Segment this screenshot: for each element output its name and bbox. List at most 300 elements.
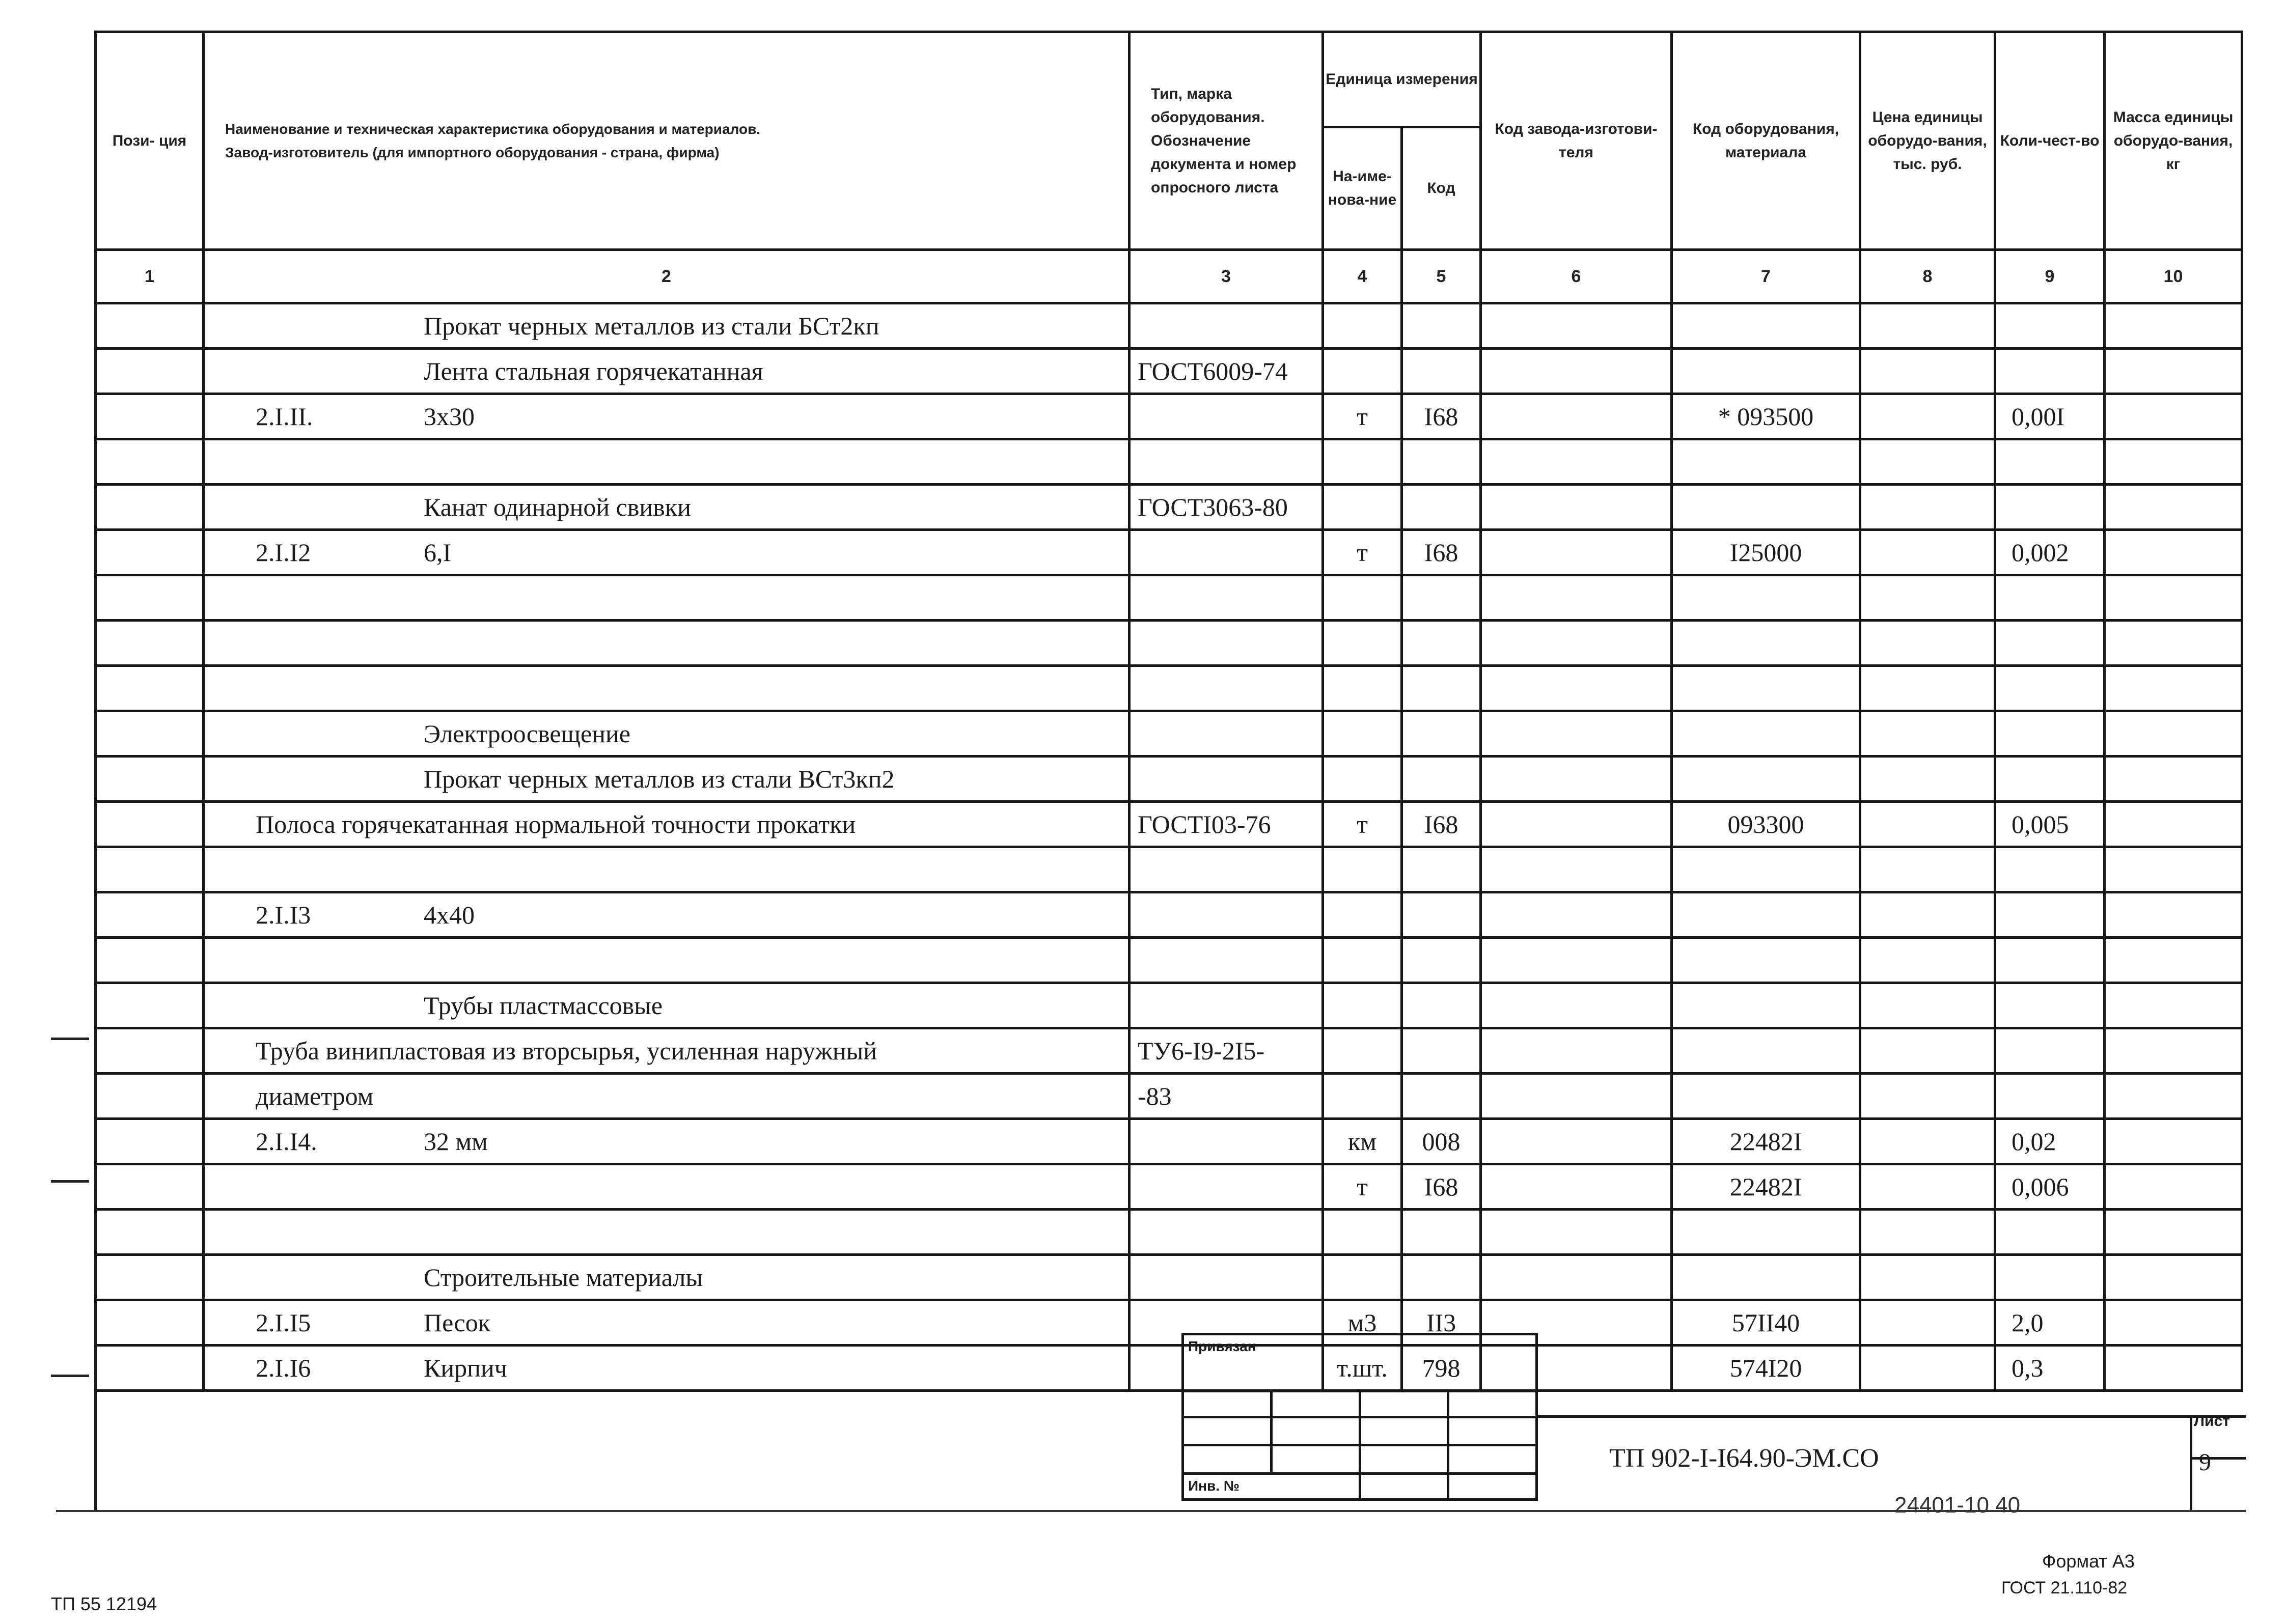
cell-doc [1130, 1119, 1323, 1164]
document-id: ТП 902-I-I64.90-ЭМ.СО [1609, 1444, 1879, 1473]
cell-unit-code: II3 [1402, 1300, 1481, 1346]
cell-material-code [1672, 621, 1860, 666]
cell-unit-code [1402, 485, 1481, 530]
cell-factory-code [1481, 1028, 1672, 1074]
cell-price [1860, 439, 1995, 485]
cell-unit-code: 008 [1402, 1119, 1481, 1164]
item-description: Полоса горячекатанная нормальной точности прокатки [256, 810, 856, 838]
cell-name [204, 394, 1130, 439]
cell-name [204, 485, 1130, 530]
cell-quantity: 0,005 [1995, 802, 2105, 847]
cell-factory-code [1481, 666, 1672, 711]
item-name: 3х30 [424, 402, 475, 431]
cell-price [1860, 802, 1995, 847]
cell-doc [1130, 394, 1323, 439]
table-row [96, 1255, 2242, 1300]
cell-mass [2105, 1210, 2242, 1255]
colnum-5: 5 [1402, 250, 1481, 303]
header-unit-name: На-име-нова-ние [1323, 127, 1402, 250]
cell-unit: т [1323, 530, 1402, 575]
cell-factory-code [1481, 394, 1672, 439]
cell-mass [2105, 439, 2242, 485]
item-name: Кирпич [424, 1354, 507, 1382]
cell-factory-code [1481, 485, 1672, 530]
cell-factory-code [1481, 303, 1672, 349]
table-row [96, 575, 2242, 621]
cell-quantity: 0,006 [1995, 1164, 2105, 1210]
cell-quantity [1995, 847, 2105, 892]
cell-mass [2105, 394, 2242, 439]
cell-name [204, 1074, 1130, 1119]
cell-price [1860, 1119, 1995, 1164]
cell-position [96, 1255, 204, 1300]
margin-tick [51, 1038, 89, 1040]
table-row [96, 892, 2242, 938]
cell-mass [2105, 847, 2242, 892]
cell-doc [1130, 847, 1323, 892]
cell-material-code: I25000 [1672, 530, 1860, 575]
cell-unit-code [1402, 847, 1481, 892]
item-position: 2.I.I3 [256, 901, 311, 929]
cell-price [1860, 847, 1995, 892]
cell-doc [1130, 983, 1323, 1028]
margin-tick [51, 1375, 89, 1377]
cell-doc [1130, 711, 1323, 757]
cell-mass [2105, 666, 2242, 711]
cell-factory-code [1481, 575, 1672, 621]
cell-factory-code [1481, 1074, 1672, 1119]
table-row [96, 303, 2242, 349]
cell-material-code: 093300 [1672, 802, 1860, 847]
table-row [96, 1346, 2242, 1391]
cell-mass [2105, 1074, 2242, 1119]
cell-unit [1323, 1210, 1402, 1255]
cell-price [1860, 938, 1995, 983]
cell-price [1860, 757, 1995, 802]
cell-unit [1323, 439, 1402, 485]
cell-quantity [1995, 711, 2105, 757]
cell-quantity [1995, 892, 2105, 938]
cell-unit [1323, 1074, 1402, 1119]
cell-name [204, 349, 1130, 394]
group-heading: Прокат черных металлов из стали ВСт3кп2 [424, 765, 895, 793]
colnum-9: 9 [1995, 250, 2105, 303]
cell-name [204, 1346, 1130, 1391]
cell-mass [2105, 1119, 2242, 1164]
cell-price [1860, 621, 1995, 666]
table-row [96, 666, 2242, 711]
item-description: Труба винипластовая из вторсырья, усиленная наружный [256, 1037, 877, 1065]
tp-footer: ТП 55 12194 [51, 1593, 157, 1614]
cell-quantity [1995, 621, 2105, 666]
cell-material-code [1672, 439, 1860, 485]
specification-table [94, 31, 2243, 1392]
cell-price [1860, 394, 1995, 439]
item-position: 2.I.I5 [256, 1308, 311, 1337]
cell-price [1860, 530, 1995, 575]
cell-price [1860, 1164, 1995, 1210]
header-factory-code: Код завода-изготови-теля [1481, 32, 1672, 250]
colnum-2: 2 [204, 250, 1130, 303]
cell-name [204, 530, 1130, 575]
cell-unit-code [1402, 757, 1481, 802]
cell-unit-code: I68 [1402, 530, 1481, 575]
cell-position [96, 666, 204, 711]
item-description: диаметром [256, 1082, 374, 1110]
cell-doc: -83 [1130, 1074, 1323, 1119]
cell-doc [1130, 1210, 1323, 1255]
cell-doc [1130, 621, 1323, 666]
cell-mass [2105, 349, 2242, 394]
cell-unit-code [1402, 349, 1481, 394]
header-equipment-code: Код оборудования, материала [1672, 32, 1860, 250]
cell-material-code [1672, 575, 1860, 621]
cell-factory-code [1481, 847, 1672, 892]
cell-factory-code [1481, 938, 1672, 983]
cell-mass [2105, 983, 2242, 1028]
cell-unit [1323, 621, 1402, 666]
cell-mass [2105, 485, 2242, 530]
cell-material-code: 22482I [1672, 1164, 1860, 1210]
item-name: Песок [424, 1308, 491, 1337]
cell-price [1860, 711, 1995, 757]
cell-factory-code [1481, 1210, 1672, 1255]
colnum-8: 8 [1860, 250, 1995, 303]
cell-doc [1130, 757, 1323, 802]
header-price: Цена единицы оборудо-вания, тыс. руб. [1860, 32, 1995, 250]
cell-unit-code [1402, 621, 1481, 666]
cell-unit-code [1402, 1210, 1481, 1255]
cell-price [1860, 1255, 1995, 1300]
cell-name [204, 666, 1130, 711]
cell-mass [2105, 892, 2242, 938]
cell-quantity [1995, 1210, 2105, 1255]
table-row [96, 621, 2242, 666]
colnum-1: 1 [96, 250, 204, 303]
cell-unit-code [1402, 711, 1481, 757]
cell-position [96, 983, 204, 1028]
cell-factory-code [1481, 802, 1672, 847]
cell-doc [1130, 303, 1323, 349]
cell-unit: м3 [1323, 1300, 1402, 1346]
cell-price [1860, 1028, 1995, 1074]
cell-price [1860, 575, 1995, 621]
cell-position [96, 1164, 204, 1210]
table-row [96, 983, 2242, 1028]
cell-unit-code [1402, 575, 1481, 621]
header-unit-group: Единица измерения [1323, 32, 1481, 127]
cell-name [204, 1119, 1130, 1164]
cell-unit-code: I68 [1402, 1164, 1481, 1210]
cell-name [204, 847, 1130, 892]
cell-unit: км [1323, 1119, 1402, 1164]
cell-material-code [1672, 711, 1860, 757]
item-name: 6,I [424, 538, 452, 567]
gost-label: ГОСТ 21.110-82 [2001, 1578, 2128, 1598]
title-block-line [1538, 1415, 2190, 1418]
binding-stamp [1181, 1333, 1538, 1501]
table-row [96, 847, 2242, 892]
cell-position [96, 575, 204, 621]
cell-position [96, 394, 204, 439]
cell-quantity [1995, 666, 2105, 711]
header-unit-code: Код [1402, 127, 1481, 250]
cell-unit: т [1323, 802, 1402, 847]
item-name: 32 мм [424, 1127, 488, 1156]
inventory-label: Инв. № [1183, 1474, 1360, 1500]
cell-name [204, 711, 1130, 757]
table-row [96, 394, 2242, 439]
cell-mass [2105, 303, 2242, 349]
cell-unit [1323, 666, 1402, 711]
cell-price [1860, 303, 1995, 349]
inventory-number: 24401-10 40 [1894, 1493, 2021, 1518]
cell-unit-code [1402, 938, 1481, 983]
cell-mass [2105, 621, 2242, 666]
group-heading: Трубы пластмассовые [424, 991, 663, 1020]
cell-position [96, 1028, 204, 1074]
cell-unit-code [1402, 439, 1481, 485]
cell-doc: ГОСТI03-76 [1130, 802, 1323, 847]
cell-material-code: 57II40 [1672, 1300, 1860, 1346]
table-row [96, 1119, 2242, 1164]
cell-factory-code [1481, 711, 1672, 757]
group-heading: Прокат черных металлов из стали БСт2кп [424, 312, 879, 340]
cell-factory-code [1481, 530, 1672, 575]
cell-name [204, 621, 1130, 666]
cell-price [1860, 1210, 1995, 1255]
cell-doc [1130, 666, 1323, 711]
table-row [96, 349, 2242, 394]
cell-position [96, 1346, 204, 1391]
format-label: Формат А3 [2042, 1551, 2135, 1572]
cell-position [96, 938, 204, 983]
cell-mass [2105, 1028, 2242, 1074]
cell-factory-code [1481, 892, 1672, 938]
cell-position [96, 1210, 204, 1255]
table-row [96, 1164, 2242, 1210]
cell-name [204, 802, 1130, 847]
header-mass: Масса единицы оборудо-вания, кг [2105, 32, 2242, 250]
item-title: Канат одинарной свивки [424, 493, 691, 521]
cell-doc: ГОСТ3063-80 [1130, 485, 1323, 530]
cell-unit [1323, 711, 1402, 757]
cell-position [96, 1074, 204, 1119]
cell-quantity [1995, 575, 2105, 621]
colnum-4: 4 [1323, 250, 1402, 303]
table-row [96, 711, 2242, 757]
cell-mass [2105, 711, 2242, 757]
cell-name [204, 983, 1130, 1028]
cell-unit [1323, 892, 1402, 938]
cell-unit-code [1402, 303, 1481, 349]
cell-unit [1323, 575, 1402, 621]
cell-quantity: 0,00I [1995, 394, 2105, 439]
bound-label: Привязан [1183, 1334, 1537, 1391]
cell-unit-code [1402, 892, 1481, 938]
cell-material-code [1672, 1028, 1860, 1074]
header-position: Пози- ция [96, 32, 204, 250]
cell-material-code: 574I20 [1672, 1346, 1860, 1391]
cell-quantity: 0,3 [1995, 1346, 2105, 1391]
cell-position [96, 349, 204, 394]
cell-position [96, 530, 204, 575]
item-name: 4х40 [424, 901, 475, 929]
cell-material-code [1672, 1074, 1860, 1119]
cell-name [204, 575, 1130, 621]
cell-position [96, 847, 204, 892]
item-position: 2.I.II. [256, 402, 313, 431]
cell-name [204, 1300, 1130, 1346]
cell-unit: т.шт. [1323, 1346, 1402, 1391]
cell-mass [2105, 757, 2242, 802]
colnum-3: 3 [1130, 250, 1323, 303]
cell-name [204, 1164, 1130, 1210]
cell-position [96, 439, 204, 485]
item-title: Лента стальная горячекатанная [424, 357, 763, 385]
cell-quantity [1995, 1074, 2105, 1119]
cell-unit [1323, 303, 1402, 349]
cell-factory-code [1481, 621, 1672, 666]
cell-material-code [1672, 938, 1860, 983]
cell-material-code [1672, 983, 1860, 1028]
cell-mass [2105, 1300, 2242, 1346]
cell-factory-code [1481, 757, 1672, 802]
header-quantity: Коли-чест-во [1995, 32, 2105, 250]
cell-unit-code: I68 [1402, 394, 1481, 439]
cell-name [204, 892, 1130, 938]
cell-mass [2105, 938, 2242, 983]
cell-position [96, 892, 204, 938]
cell-unit-code: I68 [1402, 802, 1481, 847]
cell-doc [1130, 530, 1323, 575]
sheet-number: 9 [2199, 1449, 2211, 1476]
cell-doc [1130, 1255, 1323, 1300]
cell-factory-code [1481, 983, 1672, 1028]
cell-doc [1130, 1164, 1323, 1210]
header-type: Тип, марка оборудования. Обозначение документа и номер опросного листа [1130, 32, 1323, 250]
cell-material-code [1672, 349, 1860, 394]
cell-quantity: 0,02 [1995, 1119, 2105, 1164]
cell-position [96, 485, 204, 530]
cell-unit [1323, 1028, 1402, 1074]
cell-position [96, 1119, 204, 1164]
cell-mass [2105, 1164, 2242, 1210]
cell-unit: т [1323, 1164, 1402, 1210]
cell-mass [2105, 802, 2242, 847]
cell-price [1860, 485, 1995, 530]
cell-unit [1323, 757, 1402, 802]
table-row [96, 485, 2242, 530]
cell-material-code [1672, 892, 1860, 938]
cell-material-code [1672, 1255, 1860, 1300]
sheet-box-border [2190, 1457, 2246, 1460]
header-name: Наименование и техническая характеристика оборудования и материалов. Завод-изготовитель (для импортного оборудования - страна, фирма) [204, 32, 1130, 250]
cell-price [1860, 1300, 1995, 1346]
sheet-label: Лист [2194, 1413, 2230, 1430]
cell-doc: ТУ6-I9-2I5- [1130, 1028, 1323, 1074]
cell-mass [2105, 1346, 2242, 1391]
colnum-6: 6 [1481, 250, 1672, 303]
cell-quantity [1995, 983, 2105, 1028]
cell-price [1860, 666, 1995, 711]
cell-name [204, 757, 1130, 802]
group-heading: Электроосвещение [424, 719, 630, 748]
table-row [96, 802, 2242, 847]
cell-name [204, 1255, 1130, 1300]
cell-name [204, 1210, 1130, 1255]
colnum-7: 7 [1672, 250, 1860, 303]
table-body [96, 303, 2242, 1391]
cell-doc [1130, 892, 1323, 938]
cell-unit: т [1323, 394, 1402, 439]
item-position: 2.I.I6 [256, 1354, 311, 1382]
cell-material-code [1672, 847, 1860, 892]
cell-unit-code: 798 [1402, 1346, 1481, 1391]
cell-material-code [1672, 1210, 1860, 1255]
cell-material-code [1672, 303, 1860, 349]
cell-mass [2105, 1255, 2242, 1300]
cell-unit-code [1402, 1028, 1481, 1074]
cell-doc: ГОСТ6009-74 [1130, 349, 1323, 394]
cell-material-code [1672, 757, 1860, 802]
cell-unit-code [1402, 1255, 1481, 1300]
cell-position [96, 711, 204, 757]
cell-factory-code [1481, 1119, 1672, 1164]
cell-position [96, 303, 204, 349]
margin-tick [51, 1180, 89, 1183]
cell-material-code: 22482I [1672, 1119, 1860, 1164]
cell-quantity: 2,0 [1995, 1300, 2105, 1346]
cell-price [1860, 983, 1995, 1028]
cell-material-code: * 093500 [1672, 394, 1860, 439]
cell-quantity [1995, 1255, 2105, 1300]
sheet-box-border [2190, 1415, 2192, 1510]
cell-name [204, 303, 1130, 349]
cell-position [96, 621, 204, 666]
cell-quantity [1995, 303, 2105, 349]
table-row [96, 1300, 2242, 1346]
cell-quantity [1995, 757, 2105, 802]
item-position: 2.I.I2 [256, 538, 311, 567]
table-row [96, 1210, 2242, 1255]
cell-factory-code [1481, 1255, 1672, 1300]
cell-quantity [1995, 938, 2105, 983]
colnum-10: 10 [2105, 250, 2242, 303]
cell-doc [1130, 938, 1323, 983]
table-row [96, 530, 2242, 575]
cell-name [204, 938, 1130, 983]
cell-doc [1130, 439, 1323, 485]
cell-unit [1323, 1255, 1402, 1300]
cell-unit-code [1402, 666, 1481, 711]
frame-left-border [94, 1313, 97, 1510]
cell-position [96, 1300, 204, 1346]
cell-mass [2105, 530, 2242, 575]
cell-factory-code [1481, 349, 1672, 394]
cell-quantity [1995, 349, 2105, 394]
cell-material-code [1672, 666, 1860, 711]
cell-quantity [1995, 439, 2105, 485]
cell-unit-code [1402, 983, 1481, 1028]
cell-unit [1323, 983, 1402, 1028]
cell-unit [1323, 938, 1402, 983]
cell-unit [1323, 847, 1402, 892]
cell-factory-code [1481, 1164, 1672, 1210]
cell-unit-code [1402, 1074, 1481, 1119]
table-row [96, 1028, 2242, 1074]
cell-factory-code [1481, 439, 1672, 485]
